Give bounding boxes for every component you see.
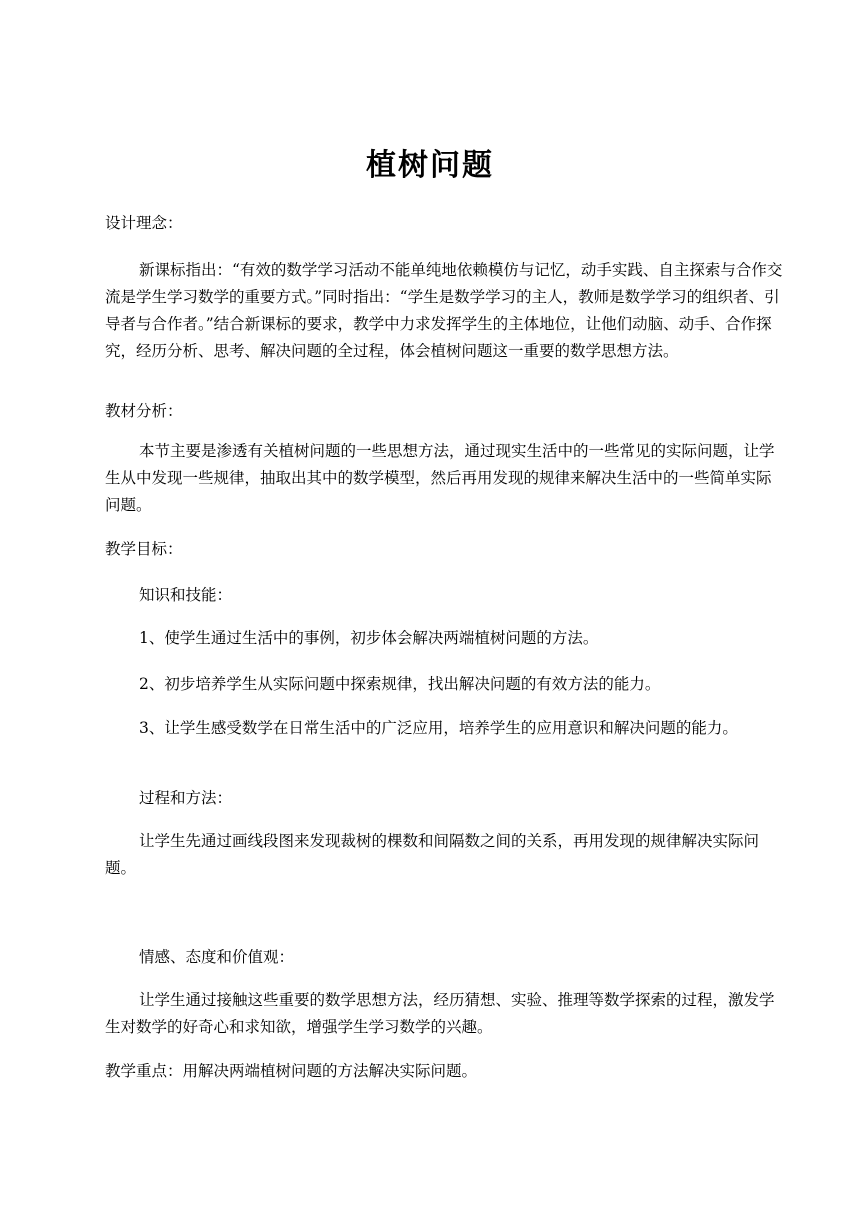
- goal-item-2: 2、初步培养学生从实际问题中探索规律，找出解决问题的有效方法的能力。: [139, 675, 661, 693]
- paragraph-emotion-attitude: 让学生通过接触这些重要的数学思想方法，经历猜想、实验、推理等数学探索的过程，激发学生对数学的好奇心和求知欲，增强学生学习数学的兴趣。: [105, 991, 775, 1036]
- heading-teaching-goals: 教学目标：: [105, 540, 183, 558]
- document-title: 植树问题: [366, 148, 494, 183]
- goal-item-3: 3、让学生感受数学在日常生活中的广泛应用，培养学生的应用意识和解决问题的能力。: [139, 719, 738, 737]
- paragraph-process-methods: 让学生先通过画线段图来发现裁树的棵数和间隔数之间的关系，再用发现的规律解决实际问题。: [105, 832, 760, 877]
- teaching-focus: 教学重点：用解决两端植树问题的方法解决实际问题。: [105, 1062, 478, 1080]
- subheading-emotion-attitude: 情感、态度和价值观：: [139, 948, 295, 966]
- heading-design-concept: 设计理念：: [105, 214, 183, 232]
- heading-material-analysis: 教材分析：: [105, 402, 183, 420]
- paragraph-material-analysis: 本节主要是渗透有关植树问题的一些思想方法，通过现实生活中的一些常见的实际问题，让学生从中发现一些规律，抽取出其中的数学模型，然后再用发现的规律来解决生活中的一些简单实际问题。: [105, 442, 775, 514]
- subheading-knowledge-skills: 知识和技能：: [139, 586, 233, 604]
- subheading-process-methods: 过程和方法：: [139, 789, 233, 807]
- goal-item-1: 1、使学生通过生活中的事例，初步体会解决两端植树问题的方法。: [139, 629, 599, 647]
- paragraph-design-concept: 新课标指出：“有效的数学学习活动不能单纯地依赖模仿与记忆，动手实践、自主探索与合作交流是学生学习数学的重要方式。”同时指出：“学生是数学学习的主人，教师是数学学习的组织者、引导者与合作者。”结合新课标的要求，教学中力求发挥学生的主体地位，让他们动脑、动手、合作探究，经历分析、思考、解决问题的全过程，体会植树问题这一重要的数学思想方法。: [105, 261, 783, 360]
